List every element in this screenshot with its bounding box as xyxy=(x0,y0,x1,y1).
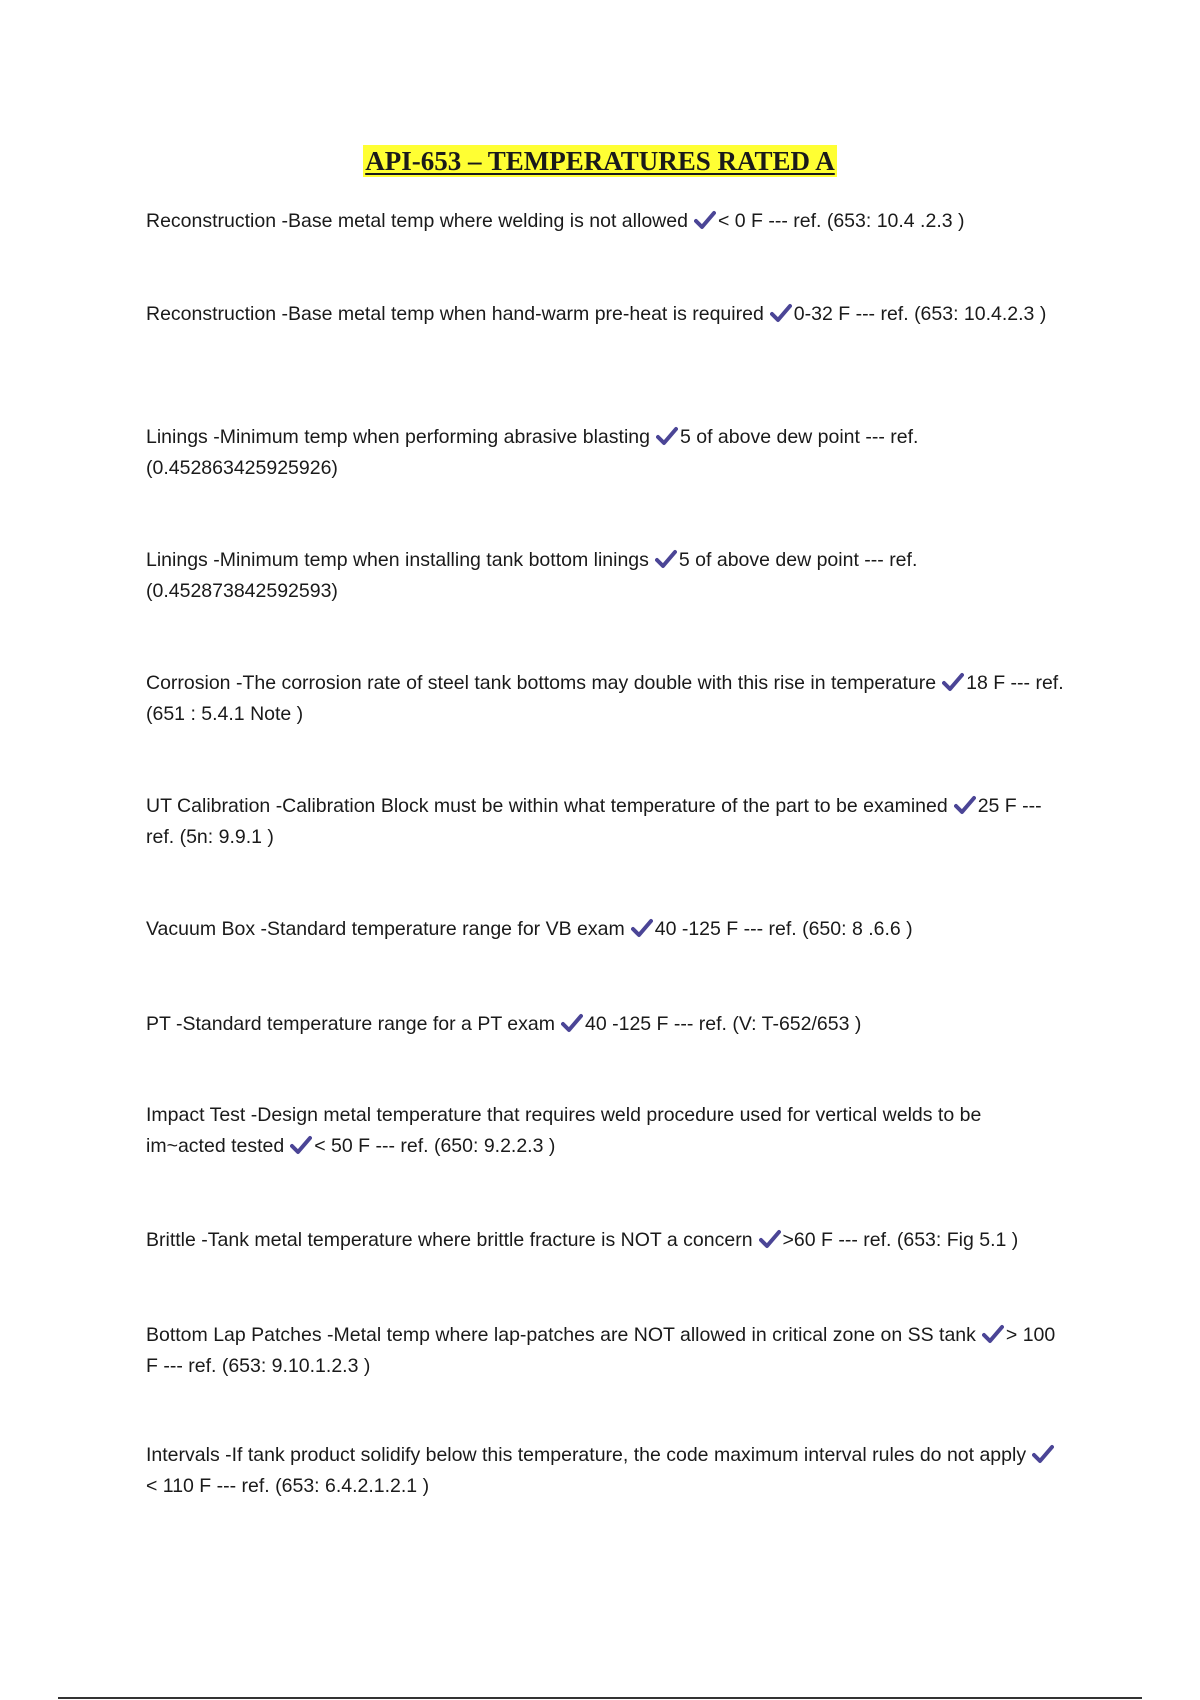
item-question: Bottom Lap Patches -Metal temp where lap-patches are NOT allowed in critical zone on SS tank xyxy=(146,1324,976,1346)
checkmark-icon xyxy=(694,210,716,230)
checkmark-icon xyxy=(631,918,653,938)
item-answer: >60 F --- ref. (653: Fig 5.1 ) xyxy=(782,1229,1019,1251)
checkmark-icon xyxy=(759,1229,781,1249)
checkmark-icon xyxy=(655,549,677,569)
item-question: Linings -Minimum temp when performing abrasive blasting xyxy=(146,426,650,448)
item-question: Linings -Minimum temp when installing tank bottom linings xyxy=(146,549,649,571)
item-answer: 18 F --- ref. (651 : 5.4.1 Note ) xyxy=(146,672,1064,725)
item-answer: < 50 F --- ref. (650: 9.2.2.3 ) xyxy=(314,1135,556,1157)
title-block xyxy=(0,145,1200,177)
list-item xyxy=(146,422,1066,484)
list-item xyxy=(146,1009,1066,1040)
footer-divider xyxy=(58,1697,1142,1699)
checkmark-icon xyxy=(770,303,792,323)
list-item xyxy=(146,668,1066,730)
item-answer: 0-32 F --- ref. (653: 10.4.2.3 ) xyxy=(793,303,1047,325)
item-answer: 5 of above dew point --- ref. (0.452863425925926) xyxy=(146,426,919,479)
list-item xyxy=(146,914,1066,945)
item-question: UT Calibration -Calibration Block must be within what temperature of the part to be examined xyxy=(146,795,948,817)
item-question: Vacuum Box -Standard temperature range for VB exam xyxy=(146,918,625,940)
item-answer: 25 F --- ref. (5n: 9.9.1 ) xyxy=(146,795,1042,848)
item-question: Reconstruction -Base metal temp when hand-warm pre-heat is required xyxy=(146,303,764,325)
item-question: Reconstruction -Base metal temp where welding is not allowed xyxy=(146,210,688,232)
checkmark-icon xyxy=(954,795,976,815)
item-answer: < 110 F --- ref. (653: 6.4.2.1.2.1 ) xyxy=(146,1475,430,1497)
checkmark-icon xyxy=(561,1013,583,1033)
checkmark-icon xyxy=(290,1135,312,1155)
item-question: Impact Test -Design metal temperature that requires weld procedure used for vertical welds to be im~acted tested xyxy=(146,1104,982,1157)
item-answer: 40 -125 F --- ref. (V: T-652/653 ) xyxy=(585,1013,862,1035)
list-item xyxy=(146,1225,1066,1256)
item-answer: 5 of above dew point --- ref. (0.452873842592593) xyxy=(146,549,918,602)
list-item xyxy=(146,545,1066,607)
checkmark-icon xyxy=(942,672,964,692)
list-item xyxy=(146,791,1066,853)
page-title: API-653 – TEMPERATURES RATED A xyxy=(365,146,835,176)
item-question: Corrosion -The corrosion rate of steel tank bottoms may double with this rise in temperature xyxy=(146,672,937,694)
list-item xyxy=(146,206,1066,237)
checkmark-icon xyxy=(1032,1444,1054,1464)
list-item xyxy=(146,1320,1066,1382)
list-item xyxy=(146,1440,1066,1502)
list-item xyxy=(146,1100,1066,1162)
checkmark-icon xyxy=(982,1324,1004,1344)
item-question: Intervals -If tank product solidify below this temperature, the code maximum interval rules do not apply xyxy=(146,1444,1027,1466)
list-item xyxy=(146,299,1066,330)
checkmark-icon xyxy=(656,426,678,446)
item-answer: 40 -125 F --- ref. (650: 8 .6.6 ) xyxy=(654,918,913,940)
item-question: Brittle -Tank metal temperature where brittle fracture is NOT a concern xyxy=(146,1229,753,1251)
item-answer: < 0 F --- ref. (653: 10.4 .2.3 ) xyxy=(717,210,965,232)
item-answer: > 100 F --- ref. (653: 9.10.1.2.3 ) xyxy=(146,1324,1056,1377)
item-question: PT -Standard temperature range for a PT exam xyxy=(146,1013,555,1035)
